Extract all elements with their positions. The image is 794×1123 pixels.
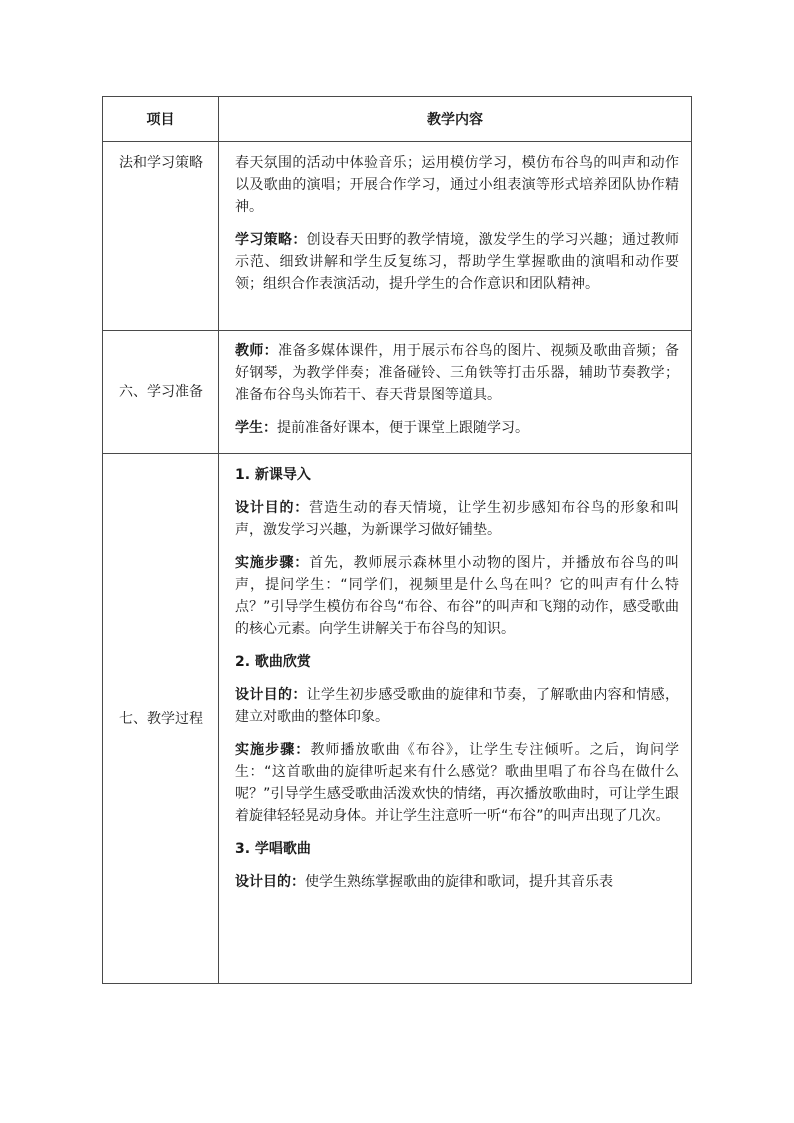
paragraph-text: 准备多媒体课件，用于展示布谷鸟的图片、视频及歌曲音频；备好钢琴，为教学伴奏；准备碰铃、三角铁等打击乐器，辅助节奏教学；准备布谷鸟头饰若干、春天背景图等道具。: [235, 343, 679, 403]
section-heading-text: 2. 歌曲欣赏: [235, 654, 311, 670]
paragraph: [235, 871, 679, 893]
section-heading-text: 1. 新课导入: [235, 467, 311, 483]
paragraph-lead: 学生：: [235, 420, 277, 436]
row-label-text: 六、学习准备: [119, 384, 203, 400]
paragraph: [235, 229, 679, 295]
row-content-strategy: [219, 142, 692, 331]
paragraph-text: 使学生熟练掌握歌曲的旋律和歌词，提升其音乐表: [305, 874, 613, 890]
row-label-strategy: [103, 142, 219, 331]
paragraph: [235, 331, 679, 406]
paragraph-lead: 设计目的：: [235, 687, 307, 703]
paragraph-lead: 实施步骤：: [235, 555, 310, 571]
paragraph: [235, 739, 679, 827]
section-heading: [235, 838, 679, 860]
paragraph-lead: 设计目的：: [235, 874, 305, 890]
paragraph-text: 提前准备好课本，便于课堂上跟随学习。: [277, 420, 529, 436]
row-content-process: [219, 454, 692, 984]
paragraph-lead: 学习策略：: [235, 232, 307, 248]
paragraph-lead: 实施步骤：: [235, 742, 311, 758]
row-label-process: [103, 454, 219, 984]
header-item: 项目: [103, 97, 219, 142]
row-content-preparation: [219, 331, 692, 454]
paragraph: [235, 552, 679, 640]
paragraph-lead: 教师：: [235, 343, 278, 359]
section-heading-text: 3. 学唱歌曲: [235, 841, 311, 857]
table-row-process: [103, 454, 692, 984]
row-label-text: 法和学习策略: [119, 155, 203, 171]
paragraph-lead: 设计目的：: [235, 500, 310, 516]
row-label-text: 七、教学过程: [119, 710, 203, 727]
paragraph: [235, 684, 679, 728]
header-content: 教学内容: [219, 97, 692, 142]
section-heading: [235, 651, 679, 673]
paragraph: [235, 497, 679, 541]
paragraph: [235, 142, 679, 218]
paragraph-text: 教师播放歌曲《布谷》，让学生专注倾听。之后，询问学生：“这首歌曲的旋律听起来有什么感觉？歌曲里唱了布谷鸟在做什么呢？”引导学生感受歌曲活泼欢快的情绪，再次播放歌曲时，可让学生跟着旋律轻轻晃动身体。并让学生注意听一听“布谷”的叫声出现了几次。: [235, 742, 680, 824]
paragraph-text: 营造生动的春天情境，让学生初步感知布谷鸟的形象和叫声，激发学习兴趣，为新课学习做好铺垫。: [235, 500, 680, 538]
paragraph-text: 创设春天田野的教学情境，激发学生的学习兴趣；通过教师示范、细致讲解和学生反复练习，帮助学生掌握歌曲的演唱和动作要领；组织合作表演活动，提升学生的合作意识和团队精神。: [235, 232, 680, 292]
table-row-strategy: [103, 142, 692, 331]
paragraph-text: 春天氛围的活动中体验音乐；运用模仿学习，模仿布谷鸟的叫声和动作以及歌曲的演唱；开展合作学习，通过小组表演等形式培养团队协作精神。: [235, 155, 679, 215]
paragraph: [235, 417, 679, 439]
section-heading: [235, 454, 679, 486]
table-row-preparation: [103, 331, 692, 454]
lesson-plan-table: [102, 96, 692, 984]
table-header-row: [103, 97, 692, 142]
row-label-preparation: [103, 331, 219, 454]
paragraph-text: 让学生初步感受歌曲的旋律和节奏，了解歌曲内容和情感，建立对歌曲的整体印象。: [235, 687, 680, 725]
paragraph-text: 首先，教师展示森林里小动物的图片，并播放布谷鸟的叫声，提问学生：“同学们，视频里是什么鸟在叫？它的叫声有什么特点？”引导学生模仿布谷鸟“布谷、布谷”的叫声和飞翔的动作，感受歌曲的核心元素。向学生讲解关于布谷鸟的知识。: [235, 555, 680, 637]
